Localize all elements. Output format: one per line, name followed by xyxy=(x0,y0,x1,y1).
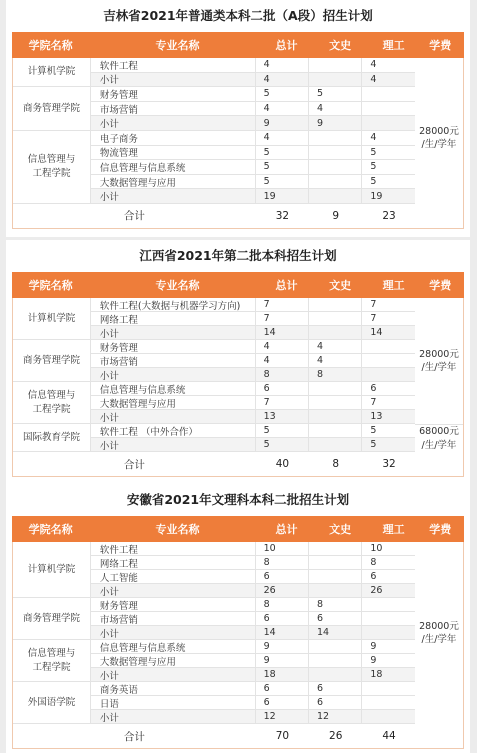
major-name: 物流管理 xyxy=(90,146,256,161)
column-header: 总计 xyxy=(275,39,298,52)
ligong-cell: 26 xyxy=(362,584,415,598)
total-fee-spacer xyxy=(416,724,463,748)
college-name: 信息管理与 工程学院 xyxy=(13,640,91,682)
ligong-cell: 9 xyxy=(362,640,415,654)
ligong-cell xyxy=(362,87,415,102)
major-name: 商务英语 xyxy=(90,682,256,696)
college-name: 信息管理与 工程学院 xyxy=(13,131,91,204)
ligong-cell: 14 xyxy=(362,326,415,340)
major-name: 市场营销 xyxy=(90,612,256,626)
ligong-cell xyxy=(362,682,415,696)
ligong-cell xyxy=(362,368,415,382)
total-cell: 4 xyxy=(256,102,309,117)
total-cell: 9 xyxy=(256,116,309,131)
wenshi-cell xyxy=(309,584,362,598)
major-name: 大数据管理与应用 xyxy=(90,396,256,410)
ligong-cell: 7 xyxy=(362,298,415,312)
ligong-cell: 13 xyxy=(362,410,415,424)
wenshi-cell xyxy=(309,160,362,175)
table-body xyxy=(12,58,464,229)
subtotal-label: 小计 xyxy=(90,626,256,640)
total-cell: 5 xyxy=(256,87,309,102)
total-total: 32 xyxy=(275,209,290,222)
table xyxy=(12,32,464,229)
wenshi-cell xyxy=(309,438,362,452)
total-cell: 9 xyxy=(256,654,309,668)
ligong-cell xyxy=(362,710,415,724)
table-title: 江西省2021年第二批本科招生计划 xyxy=(139,248,337,263)
table xyxy=(12,272,464,477)
wenshi-cell xyxy=(309,542,362,556)
total-cell: 8 xyxy=(256,556,309,570)
total-cell: 4 xyxy=(256,73,309,88)
major-name: 软件工程 xyxy=(90,542,256,556)
total-cell: 8 xyxy=(256,598,309,612)
ligong-cell: 7 xyxy=(362,396,415,410)
wenshi-cell xyxy=(309,131,362,146)
major-name: 财务管理 xyxy=(90,87,256,102)
subtotal-label: 小计 xyxy=(90,73,256,88)
wenshi-cell xyxy=(309,146,362,161)
college-name: 外国语学院 xyxy=(13,682,91,724)
total-cell: 13 xyxy=(256,410,309,424)
ligong-cell: 7 xyxy=(362,312,415,326)
wenshi-cell xyxy=(309,73,362,88)
column-header: 理工 xyxy=(382,279,405,292)
total-cell: 5 xyxy=(256,424,309,438)
ligong-cell xyxy=(362,598,415,612)
wenshi-cell xyxy=(309,312,362,326)
total-cell: 6 xyxy=(256,382,309,396)
major-name: 市场营销 xyxy=(90,354,256,368)
total-cell: 6 xyxy=(256,612,309,626)
tuition-fee: 28000元 /生/学年 xyxy=(415,298,463,424)
total-cell: 4 xyxy=(256,340,309,354)
major-name: 软件工程 （中外合作） xyxy=(90,424,256,438)
table-header xyxy=(12,32,464,58)
total-cell: 5 xyxy=(256,160,309,175)
wenshi-cell xyxy=(309,326,362,340)
total-row xyxy=(13,724,463,748)
total-cell: 7 xyxy=(256,312,309,326)
ligong-cell xyxy=(362,612,415,626)
college-name: 商务管理学院 xyxy=(13,598,91,640)
wenshi-cell xyxy=(309,396,362,410)
wenshi-cell xyxy=(309,424,362,438)
total-cell: 26 xyxy=(256,584,309,598)
wenshi-cell xyxy=(309,382,362,396)
tuition-fee: 28000元 /生/学年 xyxy=(415,542,463,724)
subtotal-label: 小计 xyxy=(90,189,256,204)
total-cell: 5 xyxy=(256,146,309,161)
column-header: 学院名称 xyxy=(28,523,73,536)
ligong-cell: 5 xyxy=(362,146,415,161)
total-ligong: 23 xyxy=(382,209,396,222)
subtotal-label: 小计 xyxy=(90,584,256,598)
ligong-cell: 4 xyxy=(362,73,415,88)
total-cell: 6 xyxy=(256,682,309,696)
total-cell: 19 xyxy=(256,189,309,204)
total-total: 40 xyxy=(275,458,290,470)
table-body xyxy=(12,298,464,477)
table-header xyxy=(12,516,464,542)
total-cell: 7 xyxy=(256,298,309,312)
ligong-cell: 5 xyxy=(362,424,415,438)
subtotal-label: 小计 xyxy=(90,410,256,424)
tuition-fee: 28000元 /生/学年 xyxy=(415,58,463,219)
subtotal-label: 小计 xyxy=(90,710,256,724)
total-total: 70 xyxy=(275,730,290,742)
total-label: 合计 xyxy=(123,730,145,743)
column-header: 学费 xyxy=(429,39,452,52)
ligong-cell: 10 xyxy=(362,542,415,556)
ligong-cell xyxy=(362,340,415,354)
ligong-cell: 5 xyxy=(362,175,415,190)
wenshi-cell xyxy=(309,654,362,668)
column-header: 学费 xyxy=(429,279,452,292)
column-header: 专业名称 xyxy=(155,39,200,52)
total-wenshi: 9 xyxy=(332,209,340,222)
ligong-cell: 4 xyxy=(362,131,415,146)
major-name: 市场营销 xyxy=(90,102,256,117)
total-cell: 6 xyxy=(256,570,309,584)
wenshi-cell: 6 xyxy=(309,682,362,696)
major-name: 信息管理与信息系统 xyxy=(90,382,256,396)
college-name: 计算机学院 xyxy=(13,542,91,598)
ligong-cell: 18 xyxy=(362,668,415,682)
table-title: 安徽省2021年文理科本科二批招生计划 xyxy=(126,492,350,507)
total-cell: 12 xyxy=(256,710,309,724)
wenshi-cell: 14 xyxy=(309,626,362,640)
subtotal-label: 小计 xyxy=(90,438,256,452)
wenshi-cell: 8 xyxy=(309,368,362,382)
table xyxy=(12,516,464,749)
wenshi-cell xyxy=(309,640,362,654)
wenshi-cell xyxy=(309,570,362,584)
ligong-cell xyxy=(362,102,415,117)
total-cell: 18 xyxy=(256,668,309,682)
total-cell: 10 xyxy=(256,542,309,556)
column-header: 学院名称 xyxy=(28,39,73,52)
ligong-cell xyxy=(362,116,415,131)
ligong-cell xyxy=(362,354,415,368)
total-cell: 4 xyxy=(256,58,309,73)
subtotal-label: 小计 xyxy=(90,326,256,340)
wenshi-cell xyxy=(309,410,362,424)
total-ligong: 32 xyxy=(382,458,396,470)
major-name: 大数据管理与应用 xyxy=(90,654,256,668)
wenshi-cell xyxy=(309,668,362,682)
wenshi-cell: 6 xyxy=(309,696,362,710)
column-header: 专业名称 xyxy=(155,523,200,536)
total-cell: 4 xyxy=(256,131,309,146)
total-cell: 14 xyxy=(256,326,309,340)
college-name: 商务管理学院 xyxy=(13,87,91,131)
total-ligong: 44 xyxy=(382,730,396,742)
column-header: 文史 xyxy=(329,279,352,292)
wenshi-cell xyxy=(309,298,362,312)
plan-table-card xyxy=(6,240,470,485)
ligong-cell: 5 xyxy=(362,160,415,175)
college-name: 计算机学院 xyxy=(13,58,91,87)
wenshi-cell: 9 xyxy=(309,116,362,131)
total-wenshi: 8 xyxy=(332,458,340,470)
card-bottom-padding xyxy=(6,749,470,753)
ligong-cell xyxy=(362,696,415,710)
column-header: 理工 xyxy=(382,39,405,52)
college-name: 信息管理与 工程学院 xyxy=(13,382,91,424)
wenshi-cell: 12 xyxy=(309,710,362,724)
major-name: 网络工程 xyxy=(90,556,256,570)
card-bottom-padding xyxy=(6,229,470,237)
major-name: 网络工程 xyxy=(90,312,256,326)
major-name: 大数据管理与应用 xyxy=(90,175,256,190)
total-cell: 5 xyxy=(256,175,309,190)
total-row xyxy=(13,452,463,476)
subtotal-label: 小计 xyxy=(90,116,256,131)
column-header: 理工 xyxy=(382,523,405,536)
total-cell: 8 xyxy=(256,368,309,382)
total-wenshi: 26 xyxy=(329,730,343,742)
wenshi-cell xyxy=(309,175,362,190)
total-label: 合计 xyxy=(123,458,145,471)
major-name: 财务管理 xyxy=(90,340,256,354)
column-header: 总计 xyxy=(275,279,298,292)
wenshi-cell: 8 xyxy=(309,598,362,612)
wenshi-cell: 4 xyxy=(309,340,362,354)
column-header: 学院名称 xyxy=(28,279,73,292)
ligong-cell: 4 xyxy=(362,58,415,73)
college-name: 国际教育学院 xyxy=(13,424,91,452)
major-name: 日语 xyxy=(90,696,256,710)
total-label: 合计 xyxy=(123,210,145,223)
major-name: 信息管理与信息系统 xyxy=(90,160,256,175)
column-header: 总计 xyxy=(275,523,298,536)
total-cell: 6 xyxy=(256,696,309,710)
wenshi-cell xyxy=(309,556,362,570)
column-header: 学费 xyxy=(429,523,452,536)
wenshi-cell: 4 xyxy=(309,354,362,368)
ligong-cell: 19 xyxy=(362,189,415,204)
total-cell: 9 xyxy=(256,640,309,654)
column-header: 文史 xyxy=(329,39,352,52)
total-row xyxy=(13,204,463,228)
tuition-fee: 68000元 /生/学年 xyxy=(415,424,463,452)
ligong-cell: 5 xyxy=(362,438,415,452)
table-body xyxy=(12,542,464,749)
ligong-cell: 8 xyxy=(362,556,415,570)
college-name: 商务管理学院 xyxy=(13,340,91,382)
total-cell: 7 xyxy=(256,396,309,410)
ligong-cell xyxy=(362,626,415,640)
total-cell: 4 xyxy=(256,354,309,368)
total-fee-spacer xyxy=(416,452,463,476)
major-name: 信息管理与信息系统 xyxy=(90,640,256,654)
plan-table-card xyxy=(6,484,470,753)
ligong-cell: 6 xyxy=(362,570,415,584)
wenshi-cell: 6 xyxy=(309,612,362,626)
wenshi-cell xyxy=(309,189,362,204)
major-name: 人工智能 xyxy=(90,570,256,584)
wenshi-cell xyxy=(309,58,362,73)
subtotal-label: 小计 xyxy=(90,668,256,682)
major-name: 软件工程(大数据与机器学习方向) xyxy=(90,298,256,312)
major-name: 财务管理 xyxy=(90,598,256,612)
table-header xyxy=(12,272,464,298)
college-name: 计算机学院 xyxy=(13,298,91,340)
ligong-cell: 9 xyxy=(362,654,415,668)
wenshi-cell: 5 xyxy=(309,87,362,102)
table-title: 吉林省2021年普通类本科二批（A段）招生计划 xyxy=(103,8,373,23)
subtotal-label: 小计 xyxy=(90,368,256,382)
column-header: 专业名称 xyxy=(155,279,200,292)
wenshi-cell: 4 xyxy=(309,102,362,117)
ligong-cell: 6 xyxy=(362,382,415,396)
column-header: 文史 xyxy=(329,523,352,536)
major-name: 软件工程 xyxy=(90,58,256,73)
total-cell: 14 xyxy=(256,626,309,640)
major-name: 电子商务 xyxy=(90,131,256,146)
total-cell: 5 xyxy=(256,438,309,452)
plan-table-card xyxy=(6,0,470,237)
